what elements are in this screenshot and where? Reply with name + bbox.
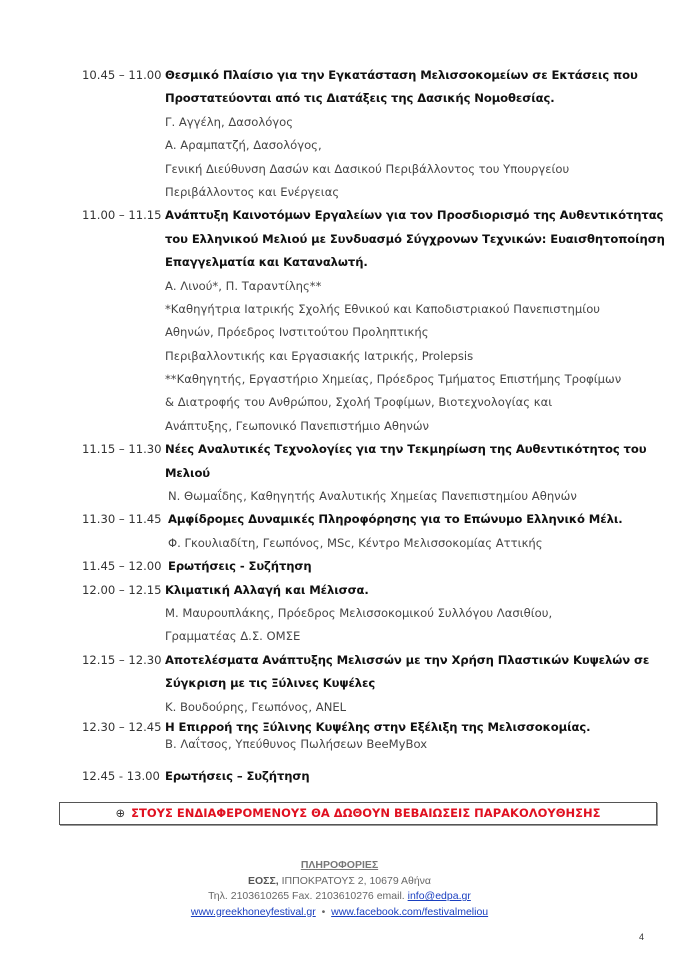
session-title: Ερωτήσεις – Συζήτηση xyxy=(165,768,310,783)
session-time: 11.00 – 11.15 xyxy=(82,208,162,223)
speaker-info: Γ. Αγγέλη, Δασολόγος xyxy=(165,114,294,129)
program-entry xyxy=(82,64,642,204)
notice-text: ΣΤΟΥΣ ΕΝΔΙΑΦΕΡΟΜΕΝΟΥΣ ΘΑ ΔΩΘΟΥΝ ΒΕΒΑΙΩΣΕΙΣ ΠΑΡΑΚΟΛΟΥΘΗΣΗΣ xyxy=(131,806,601,820)
footer-info xyxy=(0,858,679,920)
facebook-link[interactable]: www.facebook.com/festivalmeliou xyxy=(331,905,489,918)
program-entry xyxy=(82,508,642,555)
page-number: 4 xyxy=(639,932,645,942)
speaker-info: Α. Λινού*, Π. Ταραντίλης** xyxy=(165,278,322,293)
session-time: 12.00 – 12.15 xyxy=(82,582,162,597)
session-title: Μελιού xyxy=(165,465,211,480)
session-title: Αμφίδρομες Δυναμικές Πληροφόρησης για το Επώνυμο Ελληνικό Μέλι. xyxy=(168,512,623,527)
speaker-info: Φ. Γκουλιαδίτη, Γεωπόνος, MSc, Κέντρο Μελισσοκομίας Αττικής xyxy=(168,535,543,550)
session-time: 11.30 – 11.45 xyxy=(82,512,162,527)
session-title: Κλιματική Αλλαγή και Μέλισσα. xyxy=(165,582,369,597)
footer-address xyxy=(0,874,679,890)
speaker-info: & Διατροφής του Ανθρώπου, Σχολή Τροφίμων, Βιοτεχνολογίας και xyxy=(165,395,553,410)
footer-org: ΕΟΣΣ, xyxy=(248,874,279,887)
speaker-info: Β. Λαΐτσος, Υπεύθυνος Πωλήσεων BeeMyBox xyxy=(165,736,428,751)
program-entry xyxy=(82,555,642,578)
session-title: Η Επιρροή της Ξύλινης Κυψέλης στην Εξέλιξη της Μελισσοκομίας. xyxy=(165,719,591,734)
footer-links xyxy=(0,905,679,921)
program-entry xyxy=(82,649,650,719)
speaker-info: **Καθηγητής, Εργαστήριο Χημείας, Πρόεδρος Τμήματος Επιστήμης Τροφίμων xyxy=(165,372,622,387)
speaker-info: Κ. Βουδούρης, Γεωπόνος, ANEL xyxy=(165,699,347,714)
website-link[interactable]: www.greekhoneyfestival.gr xyxy=(190,905,316,918)
speaker-info: Ν. Θωμαΐδης, Καθηγητής Αναλυτικής Χημείας Πανεπιστημίου Αθηνών xyxy=(168,489,577,504)
speaker-info: Περιβάλλοντος και Ενέργειας xyxy=(165,184,340,199)
program-entry xyxy=(82,719,642,753)
crosshair-circle-icon: ⊕ xyxy=(115,806,126,820)
speaker-info: Γενική Διεύθυνση Δασών και Δασικού Περιβάλλοντος του Υπουργείου xyxy=(165,161,570,176)
session-title: Νέες Αναλυτικές Τεχνολογίες για την Τεκμηρίωση της Αυθεντικότητος του xyxy=(165,442,647,457)
session-title: του Ελληνικού Μελιού με Συνδυασμό Σύγχρονων Τεχνικών: Ευαισθητοποίηση xyxy=(165,231,665,246)
program-schedule xyxy=(82,64,665,788)
footer-heading: ΠΛΗΡΟΦΟΡΙΕΣ xyxy=(300,859,379,871)
session-time: 12.30 – 12.45 xyxy=(82,719,162,734)
session-title: Αποτελέσματα Ανάπτυξης Μελισσών με την Χρήση Πλαστικών Κυψελών σε xyxy=(165,652,650,667)
program-entry xyxy=(82,579,642,649)
session-time: 11.45 – 12.00 xyxy=(82,559,162,574)
session-title: Θεσμικό Πλαίσιο για την Εγκατάσταση Μελισσοκομείων σε Εκτάσεις που xyxy=(165,68,638,82)
footer-contact xyxy=(0,889,679,905)
session-title: Προστατεύονται από τις Διατάξεις της Δασικής Νομοθεσίας. xyxy=(165,91,555,106)
program-entry xyxy=(82,438,647,508)
footer-address-text: ΙΠΠΟΚΡΑΤΟΥΣ 2, 10679 Αθήνα xyxy=(278,874,431,887)
program-entry xyxy=(82,765,642,788)
program-entry xyxy=(82,204,665,438)
session-title: Ερωτήσεις - Συζήτηση xyxy=(168,559,312,574)
session-time: 10.45 – 11.00 xyxy=(82,68,162,82)
speaker-info: Περιβαλλοντικής και Εργασιακής Ιατρικής, Prolepsis xyxy=(165,348,474,363)
session-time: 12.45 - 13.00 xyxy=(82,768,160,783)
session-time: 12.15 – 12.30 xyxy=(82,652,162,667)
speaker-info: Α. Αραμπατζή, Δασολόγος, xyxy=(165,138,322,153)
bullet-separator: • xyxy=(321,905,326,918)
session-title: Ανάπτυξη Καινοτόμων Εργαλείων για τον Προσδιορισμό της Αυθεντικότητας xyxy=(165,208,664,223)
email-link[interactable]: info@edpa.gr xyxy=(407,890,471,902)
attendance-certificate-notice xyxy=(59,802,657,825)
speaker-info: Ανάπτυξης, Γεωπονικό Πανεπιστήμιο Αθηνών xyxy=(165,418,430,433)
footer-phone: Τηλ. 2103610265 Fax. 2103610276 email. xyxy=(208,890,408,902)
session-time: 11.15 – 11.30 xyxy=(82,442,162,457)
speaker-info: Γραμματέας Δ.Σ. ΟΜΣΕ xyxy=(165,629,301,644)
speaker-info: Μ. Μαυρουπλάκης, Πρόεδρος Μελισσοκομικού Συλλόγου Λασιθίου, xyxy=(165,605,553,620)
speaker-info: *Καθηγήτρια Ιατρικής Σχολής Εθνικού και Καποδιστριακού Πανεπιστημίου xyxy=(165,301,601,316)
speaker-info: Αθηνών, Πρόεδρος Ινστιτούτου Προληπτικής xyxy=(165,325,429,340)
session-title: Σύγκριση με τις Ξύλινες Κυψέλες xyxy=(165,676,376,691)
session-title: Επαγγελματία και Καταναλωτή. xyxy=(165,255,368,270)
